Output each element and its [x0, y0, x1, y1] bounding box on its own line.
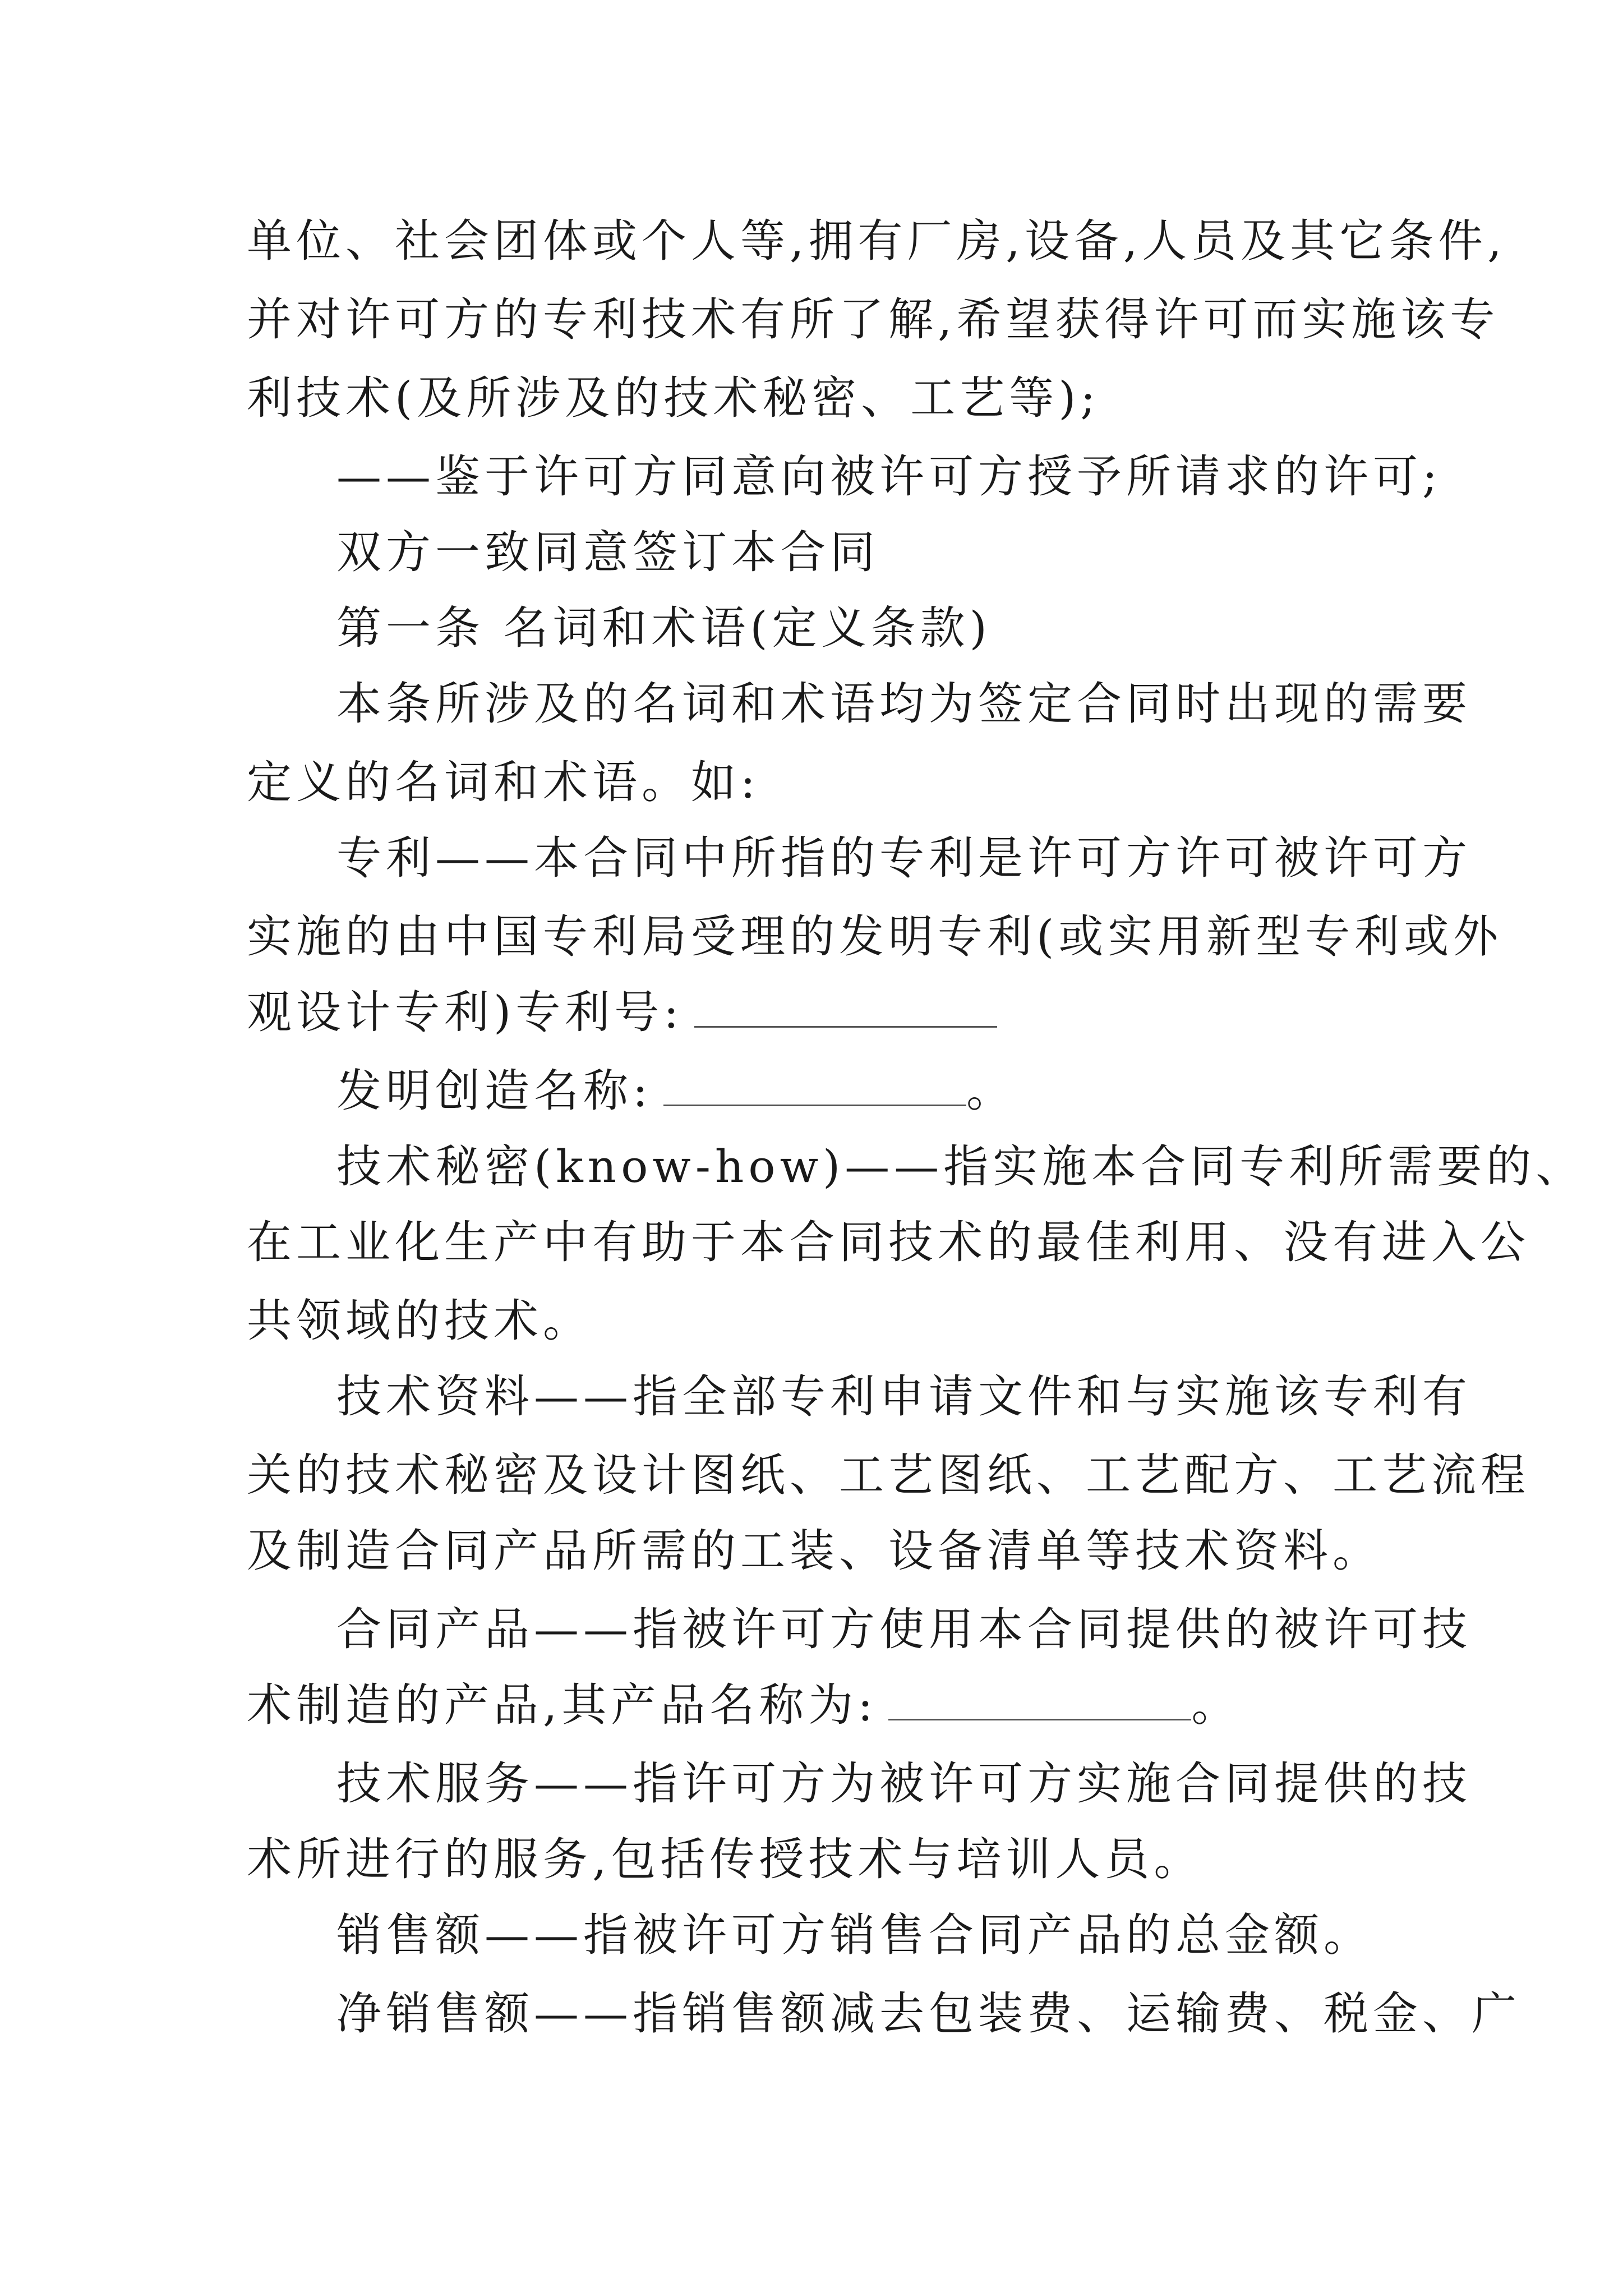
paragraph-line: 销售额——指被许可方销售合同产品的总金额。 — [336, 1909, 1373, 1961]
paragraph-line: 利技术(及所涉及的技术秘密、工艺等); — [247, 372, 1100, 424]
paragraph-line: ——鉴于许可方同意向被许可方授予所请求的许可; — [336, 450, 1442, 503]
paragraph-line: 关的技术秘密及设计图纸、工艺图纸、工艺配方、工艺流程 — [247, 1449, 1530, 1501]
period: 。 — [1191, 1679, 1241, 1731]
paragraph-line: 定义的名词和术语。如: — [247, 756, 760, 808]
paragraph-line: 净销售额——指销售额减去包装费、运输费、税金、广 — [336, 1987, 1521, 2040]
product-name-label: 术制造的产品,其产品名称为: — [247, 1679, 878, 1731]
patent-number-label: 观设计专利)专利号: — [247, 986, 684, 1038]
invention-name-label: 发明创造名称: — [336, 1065, 652, 1117]
paragraph-line: 本条所涉及的名词和术语均为签定合同时出现的需要 — [336, 678, 1472, 730]
patent-number-blank — [694, 987, 997, 1028]
section-heading: 第一条 名词和术语(定义条款) — [336, 602, 992, 654]
product-name-blank — [888, 1680, 1191, 1720]
paragraph-line: 技术资料——指全部专利申请文件和与实施该专利有 — [336, 1370, 1472, 1423]
paragraph-line: 专利——本合同中所指的专利是许可方许可被许可方 — [336, 832, 1472, 884]
paragraph-line: 技术秘密(know-how)——指实施本合同专利所需要的、 — [336, 1140, 1585, 1193]
invention-name-blank — [663, 1065, 966, 1106]
paragraph-line: 并对许可方的专利技术有所了解,希望获得许可而实施该专 — [247, 293, 1500, 346]
paragraph-line: 双方一致同意签订本合同 — [336, 526, 879, 578]
paragraph-line: 合同产品——指被许可方使用本合同提供的被许可技 — [336, 1603, 1472, 1655]
product-name-line — [247, 1677, 1380, 1733]
paragraph-line: 实施的由中国专利局受理的发明专利(或实用新型专利或外 — [247, 910, 1503, 963]
paragraph-line: 技术服务——指许可方为被许可方实施合同提供的技 — [336, 1757, 1472, 1810]
patent-number-line — [247, 984, 1380, 1041]
paragraph-line: 共领域的技术。 — [247, 1295, 592, 1347]
invention-name-line — [336, 1063, 1469, 1119]
paragraph-line: 在工业化生产中有助于本合同技术的最佳利用、没有进入公 — [247, 1216, 1530, 1268]
paragraph-line: 及制造合同产品所需的工装、设备清单等技术资料。 — [247, 1525, 1382, 1577]
period: 。 — [966, 1065, 1016, 1117]
paragraph-line: 术所进行的服务,包括传授技术与培训人员。 — [247, 1833, 1204, 1885]
paragraph-line: 单位、社会团体或个人等,拥有厂房,设备,人员及其它条件, — [247, 215, 1506, 267]
